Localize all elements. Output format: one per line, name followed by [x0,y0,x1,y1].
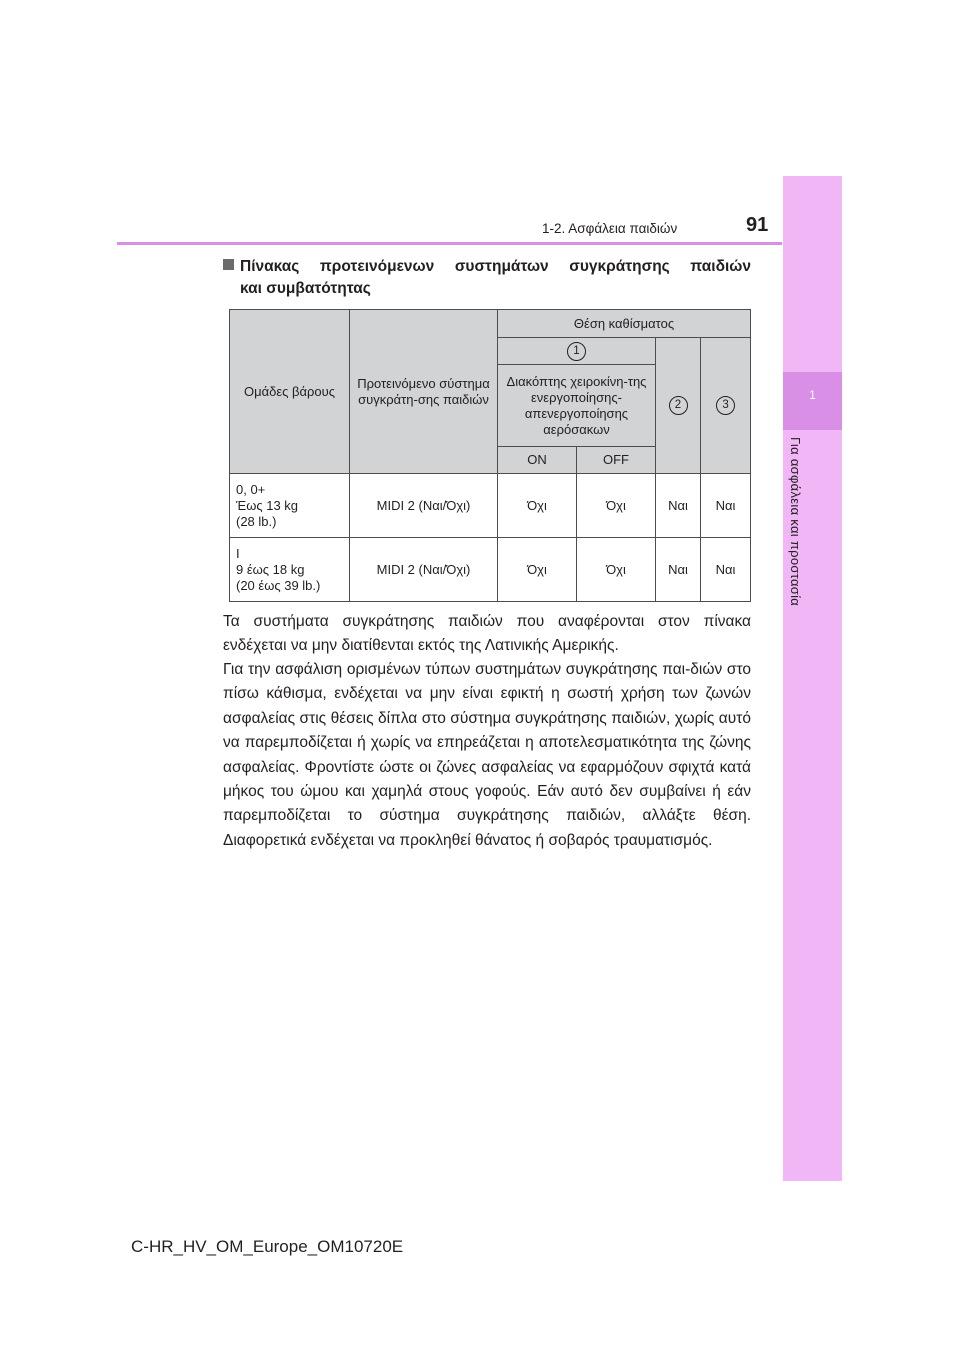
paragraph-availability-note: Τα συστήματα συγκράτησης παιδιών που αναφέρονται στον πίνακα ενδέχεται να μην διατίθενται εκτός της Λατινικής Αμερικής. [223,613,751,655]
position-2-cell: Ναι [656,474,701,538]
header-airbag-switch: Διακόπτης χειροκίνη-της ενεργοποίησης-απενεργοποίησης αερόσακων [498,365,656,447]
position-3-badge: 3 [716,396,735,415]
weight-group-line: 9 έως 18 kg [236,561,305,577]
compatibility-table [229,309,751,602]
table-row [230,474,751,538]
switch-off-cell: Όχι [577,538,656,602]
section-title [223,256,751,300]
header-switch-off: OFF [577,447,656,474]
system-cell: MIDI 2 (Ναι/Όχι) [350,538,498,602]
switch-on-cell: Όχι [498,538,577,602]
table-row [230,538,751,602]
section-title-line1: Πίνακας προτεινόμενων συστημάτων συγκράτησης παιδιών [240,258,751,275]
position-2-cell: Ναι [656,538,701,602]
page-number: 91 [746,214,769,236]
position-3-cell: Ναι [701,538,751,602]
section-header: 1-2. Ασφάλεια παιδιών [542,221,678,236]
chapter-title: Για ασφάλεια και προστασία [788,437,803,607]
chapter-side-tab [783,176,842,1181]
weight-group-cell [230,538,350,602]
weight-group-line: Έως 13 kg [236,497,299,513]
paragraph-seatbelt-warning: Για την ασφάλιση ορισμένων τύπων συστημάτων συγκράτησης παι-διών στο πίσω κάθισμα, ενδέχεται να μην είναι εφικτή η σωστή χρήση των ζωνών ασφαλείας στις θέσεις δίπλα στο σύστημα συγκράτησης παιδιών, χωρίς αυτό να παρεμποδίζεται ή χωρίς να επηρεάζεται η αποτελεσματικότητα της ζώνης ασφαλείας. Φροντίστε ώστε οι ζώνες ασφαλείας να εφαρμόζουν σφιχτά κατά μήκος του ώμου και χαμηλά στους γοφούς. Εάν αυτό δεν συμβαίνει ή εάν παρεμποδίζεται το σύστημα συγκράτησης παιδιών, αλλάξτε θέση. Διαφορετικά ενδέχεται να προκληθεί θάνατος ή σοβαρός τραυματισμός. [223,661,751,849]
header-recommended-system: Προτεινόμενο σύστημα συγκράτη-σης παιδιών [350,310,498,474]
header-position-3 [701,338,751,474]
header-switch-on: ON [498,447,577,474]
system-cell: MIDI 2 (Ναι/Όχι) [350,474,498,538]
position-1-badge: 1 [567,342,586,361]
header-seating-position: Θέση καθίσματος [498,310,751,338]
header-position-1 [498,338,656,365]
header-position-2 [656,338,701,474]
switch-off-cell: Όχι [577,474,656,538]
document-code: C-HR_HV_OM_Europe_OM10720E [131,1237,404,1256]
weight-group-line: (20 έως 39 lb.) [236,577,321,593]
header-rule [117,242,782,245]
weight-group-line: I [236,545,240,561]
header-weight-groups: Ομάδες βάρους [230,310,350,474]
position-2-badge: 2 [669,396,688,415]
switch-on-cell: Όχι [498,474,577,538]
weight-group-line: 0, 0+ [236,481,266,497]
weight-group-line: (28 lb.) [236,513,277,529]
position-3-cell: Ναι [701,474,751,538]
chapter-number: 1 [809,388,816,402]
section-title-line2: και συμβατότητας [240,280,371,297]
square-bullet-icon [223,259,234,270]
weight-group-cell [230,474,350,538]
